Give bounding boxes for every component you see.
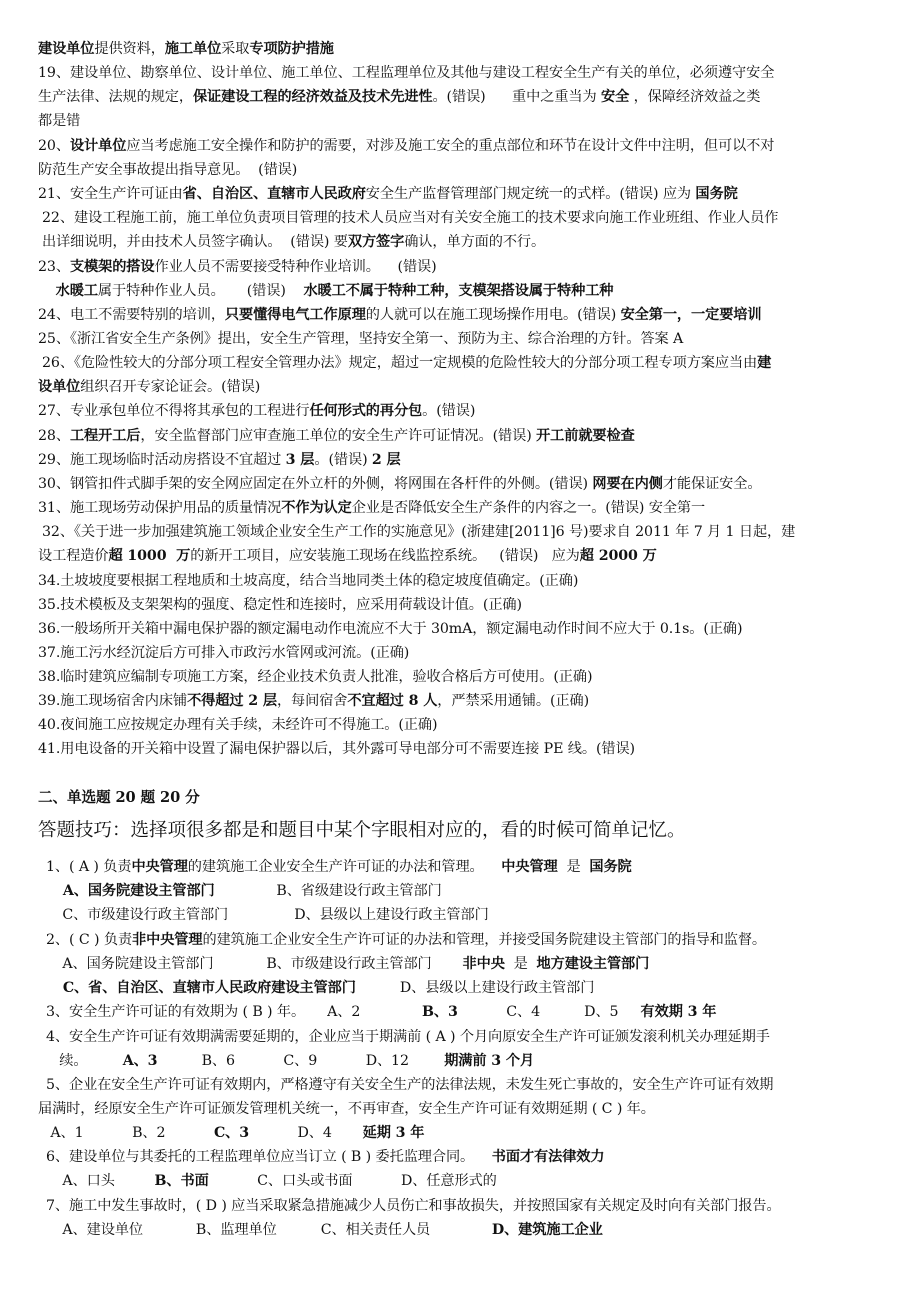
answer-tip: 答题技巧：选择项很多都是和题目中某个字眼相对应的，看的时候可简单记忆。	[38, 820, 686, 841]
emphasis-text: B、3	[422, 1004, 458, 1020]
emphasis-text: 建	[757, 355, 772, 371]
tf_items-line	[38, 544, 890, 568]
tf_items-line	[38, 37, 890, 61]
text-run: 属于特种作业人员。 (错误)	[97, 283, 304, 299]
emphasis-text: 工程开工后	[69, 428, 141, 444]
emphasis-text: 延期 3 年	[362, 1125, 425, 1141]
text-run: 4、安全生产许可证有效期满需要延期的，企业应当于期满前 ( A ) 个月向原安全生产许可证颁发滚利机关办理延期手	[46, 1029, 770, 1045]
emphasis-text: 支模架的搭设	[69, 259, 155, 275]
tf_items-line	[38, 424, 890, 448]
mc_lines-line	[58, 952, 890, 976]
tf_items-line	[38, 665, 890, 689]
text-run: 设工程造价	[38, 548, 109, 564]
mc_lines-line	[46, 1121, 890, 1145]
text-run: A、国务院建设主管部门 B、市级建设行政主管部门	[58, 956, 463, 972]
text-run: 35.技术模板及支架架构的强度、稳定性和连接时，应采用荷载设计值。(正确)	[38, 597, 522, 613]
emphasis-text: 双方签字	[347, 234, 405, 250]
mc_lines-line	[46, 1073, 890, 1097]
text-run: 1、( A ) 负责	[46, 859, 132, 875]
emphasis-text: 书面才有法律效力	[491, 1149, 605, 1165]
tf_items-line	[38, 689, 890, 713]
text-run: C、4 D、5	[457, 1004, 641, 1020]
text-run: 届满时，经原安全生产许可证颁发管理机关统一，不再审查，安全生产许可证有效期延期 ( C ) 年。	[38, 1101, 655, 1117]
text-run: 38.临时建筑应编制专项施工方案，经企业技术负责人批准，验收合格后方可使用。(正确)	[38, 669, 593, 685]
emphasis-text: 设单位	[38, 379, 81, 395]
tf_items-line	[42, 230, 890, 254]
emphasis-text: 安全	[601, 89, 630, 105]
text-run: 安全生产监督管理部门规定统一的式样。(错误) 应为	[365, 186, 696, 202]
text-run: 续。	[46, 1053, 123, 1069]
mc_lines-line	[58, 1169, 890, 1193]
tf_items-line	[38, 279, 890, 303]
text-run: B、省级建设行政主管部门	[214, 883, 442, 899]
emphasis-text: 中央管理	[501, 859, 558, 875]
mc_lines-line	[46, 1194, 890, 1218]
text-run: 。(错误)	[314, 452, 372, 468]
tf_items-line	[38, 472, 890, 496]
text-run: 3、安全生产许可证的有效期为 ( B ) 年。 A、2	[46, 1004, 423, 1020]
text-run: 5、企业在安全生产许可证有效期内，严格遵守有关安全生产的法律法规，未发生死亡事故的，安全生产许可证有效期	[46, 1077, 774, 1093]
emphasis-text: 建设单位	[38, 41, 95, 57]
emphasis-text: 中央管理	[131, 859, 188, 875]
emphasis-text: 国务院	[589, 859, 632, 875]
section-title: 二、单选题 20 题 20 分	[38, 789, 200, 806]
tf_items-line	[38, 158, 890, 182]
tf_items-line	[42, 520, 890, 544]
mc_lines-line	[46, 855, 890, 879]
emphasis-text: 网要在内侧	[592, 476, 663, 492]
text-run: 32、《关于进一步加强建筑施工领域企业安全生产工作的实施意见》(浙建建[2011]6 号)要求自 2011 年 7 月 1 日起，建	[42, 524, 796, 540]
mc_lines-line	[58, 976, 890, 1000]
tf_items-line	[38, 496, 890, 520]
text-run: 21、安全生产许可证由	[38, 186, 183, 202]
text-run: 应当考虑施工安全操作和防护的需要，对涉及施工安全的重点部位和环节在设计文件中注明，但可以不对	[126, 138, 775, 154]
mc_lines-line	[46, 928, 890, 952]
text-run: 是	[504, 956, 537, 972]
text-run: D、4	[249, 1125, 363, 1141]
tf_items-line	[38, 448, 890, 472]
tf_items-line	[38, 182, 890, 206]
emphasis-text: 任何形式的再分包	[309, 403, 423, 419]
text-run: 22、建设工程施工前，施工单位负责项目管理的技术人员应当对有关安全施工的技术要求向施工作业班组、作业人员作	[42, 210, 779, 226]
emphasis-text: C、3	[213, 1125, 249, 1141]
tf_items-line	[38, 737, 890, 761]
emphasis-text: 超 1000 万	[108, 548, 191, 564]
emphasis-text: 2 层	[371, 452, 401, 468]
mc_lines-line	[58, 1218, 890, 1242]
text-run: 36.一般场所开关箱中漏电保护器的额定漏电动作电流应不大于 30mA，额定漏电动作时间不应大于 0.1s。(正确)	[38, 621, 743, 637]
emphasis-text: 超 2000 万	[579, 548, 657, 564]
text-run: 出详细说明，并由技术人员签字确认。 (错误) 要	[42, 234, 348, 250]
text-run: 确认，单方面的不行。	[404, 234, 546, 250]
mc_lines-line	[46, 1049, 890, 1073]
emphasis-text: 不作为认定	[281, 500, 352, 516]
emphasis-text: 不得超过 2 层	[187, 693, 277, 709]
emphasis-text: 水暖工	[55, 283, 98, 299]
emphasis-text: A、3	[122, 1053, 158, 1069]
text-run: ，保障经济效益之类	[629, 89, 761, 105]
emphasis-text: 安全第一，一定要培训	[620, 307, 762, 323]
tf_items-line	[38, 327, 890, 351]
tf_items-line	[38, 569, 890, 593]
text-run: ，每间宿舍	[276, 693, 348, 709]
emphasis-text: 省、自治区、直辖市人民政府	[182, 186, 366, 202]
emphasis-text: 开工前就要检查	[536, 428, 635, 444]
text-run: 34.土坡坡度要根据工程地质和土坡高度，结合当地同类土体的稳定坡度值确定。(正确)	[38, 573, 579, 589]
text-run: ，安全监督部门应审查施工单位的安全生产许可证情况。(错误)	[140, 428, 537, 444]
tf_items-line	[38, 617, 890, 641]
text-run: 防范生产安全事故提出指导意见。 (错误)	[38, 162, 298, 178]
text-run: 27、专业承包单位不得将其承包的工程进行	[38, 403, 310, 419]
emphasis-text: 保证建设工程的经济效益及技术先进性	[192, 89, 433, 105]
text-run: 25、《浙江省安全生产条例》提出，安全生产管理，坚持安全第一、预防为主、综合治理的方针。答案 A	[38, 331, 684, 347]
tf_items-line	[38, 85, 890, 109]
tf_items-line	[38, 641, 890, 665]
emphasis-text: 专项防护措施	[249, 41, 334, 57]
emphasis-text: 非中央管理	[132, 932, 203, 948]
mc_lines-line	[38, 1097, 890, 1121]
tf_items-line	[42, 351, 890, 375]
text-run: 37.施工污水经沉淀后方可排入市政污水管网或河流。(正确)	[38, 645, 410, 661]
emphasis-text: D、建筑施工企业	[491, 1222, 603, 1238]
mc_lines-line	[58, 903, 890, 927]
text-run	[38, 283, 56, 299]
text-run: 28、	[38, 428, 70, 444]
text-run: 的新开工项目，应安装施工现场在线监控系统。 (错误) 应为	[190, 548, 580, 564]
text-run: 2、( C ) 负责	[46, 932, 133, 948]
text-run: 7、施工中发生事故时，( D ) 应当采取紧急措施减少人员伤亡和事故损失，并按照国家有关规定及时向有关部门报告。	[46, 1198, 781, 1214]
text-run: C、口头或书面 D、任意形式的	[208, 1173, 497, 1189]
text-run: 采取	[221, 41, 250, 57]
text-run: A、口头	[58, 1173, 155, 1189]
emphasis-text: 水暖工不属于特种工种，支模架搭设属于特种工种	[303, 283, 614, 299]
text-run: 都是错	[38, 113, 81, 129]
text-run: 作业人员不需要接受特种作业培训。 (错误)	[154, 259, 437, 275]
text-run: 提供资料，	[94, 41, 165, 57]
emphasis-text: A、国务院建设主管部门	[58, 883, 215, 899]
text-run: 。(错误)	[422, 403, 476, 419]
text-run: 的建筑施工企业安全生产许可证的办法和管理，并接受国务院建设主管部门的指导和监督。	[202, 932, 767, 948]
emphasis-text: 国务院	[695, 186, 738, 202]
tf_items-line	[38, 713, 890, 737]
text-run: 企业是否降低安全生产条件的内容之一。(错误) 安全第一	[351, 500, 706, 516]
text-run: 才能保证安全。	[662, 476, 762, 492]
text-run: 。(错误) 重中之重当为	[432, 89, 601, 105]
tf_items-line	[38, 109, 890, 133]
tf_items-line	[38, 303, 890, 327]
text-run: 41.用电设备的开关箱中设置了漏电保护器以后，其外露可导电部分可不需要连接 PE 线。(错误)	[38, 741, 635, 757]
text-run: 6、建设单位与其委托的工程监理单位应当订立 ( B ) 委托监理合同。	[46, 1149, 492, 1165]
text-run: A、1 B、2	[46, 1125, 214, 1141]
text-run: B、6 C、9 D、12	[157, 1053, 445, 1069]
tf_items-line	[42, 206, 890, 230]
tf_items-line	[38, 61, 890, 85]
text-run: 生产法律、法规的规定，	[38, 89, 193, 105]
text-run: 19、建设单位、勘察单位、设计单位、施工单位、工程监理单位及其他与建设工程安全生产有关的单位，必须遵守安全	[38, 65, 775, 81]
emphasis-text: 设计单位	[69, 138, 127, 154]
tf_items-line	[38, 134, 890, 158]
text-run: D、县级以上建设行政主管部门	[355, 980, 595, 996]
emphasis-text: 非中央	[462, 956, 505, 972]
tf_items-line	[38, 255, 890, 279]
text-run: 的人就可以在施工现场操作用电。(错误)	[365, 307, 621, 323]
emphasis-text: 只要懂得电气工作原理	[224, 307, 366, 323]
text-run: C、市级建设行政主管部门 D、县级以上建设行政主管部门	[58, 907, 489, 923]
text-run: 是	[557, 859, 590, 875]
text-run: A、建设单位 B、监理单位 C、相关责任人员	[58, 1222, 492, 1238]
emphasis-text: 施工单位	[164, 41, 222, 57]
emphasis-text: B、书面	[154, 1173, 209, 1189]
mc_lines-line	[46, 1000, 890, 1024]
text-run: 31、施工现场劳动保护用品的质量情况	[38, 500, 282, 516]
text-run: 26、《危险性较大的分部分项工程安全管理办法》规定，超过一定规模的危险性较大的分部分项工程专项方案应当由	[42, 355, 758, 371]
text-run: 39.施工现场宿舍内床铺	[38, 693, 188, 709]
text-run: 的建筑施工企业安全生产许可证的办法和管理。	[187, 859, 502, 875]
text-run: 23、	[38, 259, 70, 275]
tf_items-line	[38, 399, 890, 423]
emphasis-text: 有效期 3 年	[640, 1004, 717, 1020]
mc_lines-line	[46, 1025, 890, 1049]
text-run: 29、施工现场临时活动房搭设不宜超过	[38, 452, 286, 468]
text-run: 40.夜间施工应按规定办理有关手续，未经许可不得施工。(正确)	[38, 717, 438, 733]
text-run: 24、电工不需要特别的培训，	[38, 307, 225, 323]
emphasis-text: 地方建设主管部门	[536, 956, 650, 972]
emphasis-text: 期满前 3 个月	[444, 1053, 535, 1069]
mc_lines-line	[58, 879, 890, 903]
text-run: ，严禁采用通铺。(正确)	[437, 693, 590, 709]
emphasis-text: C、省、自治区、直辖市人民政府建设主管部门	[58, 980, 356, 996]
text-run: 20、	[38, 138, 70, 154]
text-run: 组织召开专家论证会。(错误)	[80, 379, 261, 395]
tf_items-line	[38, 375, 890, 399]
mc_lines-line	[46, 1145, 890, 1169]
emphasis-text: 不宜超过 8 人	[347, 693, 438, 709]
text-run: 30、钢管扣件式脚手架的安全网应固定在外立杆的外侧，将网围在各杆件的外侧。(错误)	[38, 476, 593, 492]
tf_items-line	[38, 593, 890, 617]
emphasis-text: 3 层	[285, 452, 315, 468]
